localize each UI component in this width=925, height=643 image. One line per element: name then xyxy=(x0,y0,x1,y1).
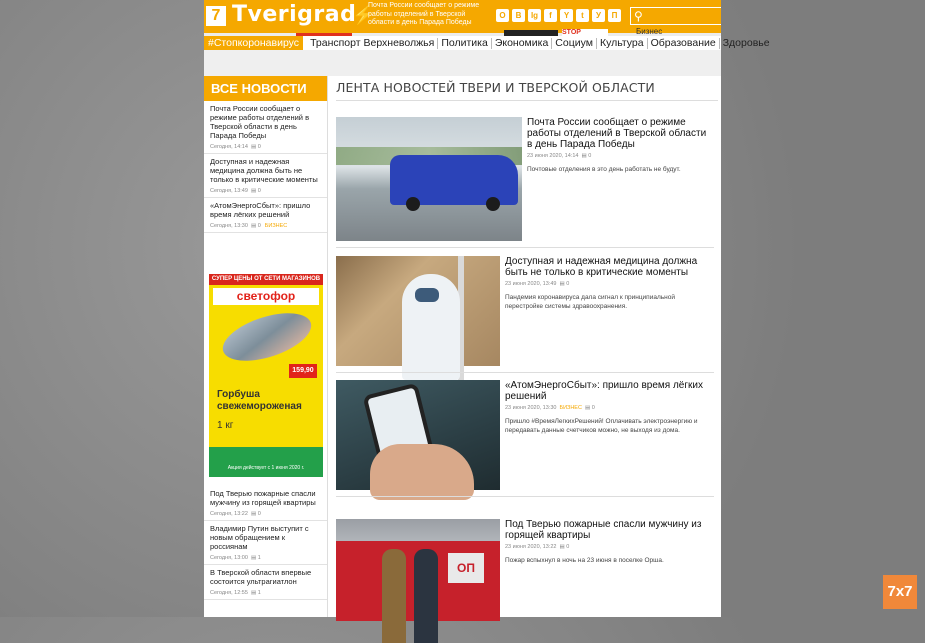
sidebar-lower-list xyxy=(204,486,327,600)
ok-icon[interactable]: О xyxy=(496,9,509,22)
list-item-title[interactable]: Почта России сообщает о режиме работы отделений в Тверской области в день Парада Победы xyxy=(210,104,310,140)
comment-icon: ▤ xyxy=(559,544,565,550)
search-icon[interactable]: ⚲ xyxy=(634,9,643,23)
article-meta xyxy=(505,281,714,287)
article-thumbnail[interactable] xyxy=(336,519,500,617)
comment-count: 0 xyxy=(591,405,595,411)
article-date: 23 июня 2020, 13:49 xyxy=(505,281,557,287)
item-time: Сегодня, 13:00 xyxy=(210,555,248,561)
instagram-icon[interactable]: Ig xyxy=(528,9,541,22)
list-item-title[interactable]: В Тверской области впервые состоится ультрагиатлон xyxy=(210,568,312,586)
article-date: 23 июня 2020, 13:22 xyxy=(505,544,557,550)
comment-icon: ▤ xyxy=(250,511,257,517)
comment-count: 0 xyxy=(257,511,261,517)
list-item-meta xyxy=(210,555,321,564)
ad-price: 159,90 xyxy=(289,364,317,378)
comment-icon: ▤ xyxy=(250,590,257,596)
comment-count: 1 xyxy=(257,555,261,561)
twitter-icon[interactable]: t xyxy=(576,9,589,22)
advert-banner[interactable] xyxy=(209,274,323,477)
list-item-meta xyxy=(210,511,321,520)
list-item[interactable] xyxy=(204,565,327,600)
hand-shape xyxy=(370,444,474,500)
list-item-meta xyxy=(210,188,321,197)
article-meta xyxy=(527,153,714,159)
main-nav xyxy=(204,36,770,50)
stop-label[interactable]: STOP xyxy=(562,29,608,36)
comment-icon: ▤ xyxy=(250,188,257,194)
article-card[interactable] xyxy=(336,519,714,617)
article-meta xyxy=(505,405,714,411)
article-body xyxy=(505,519,714,565)
item-time: Сегодня, 14:14 xyxy=(210,144,248,150)
nav-tag-coronavirus[interactable]: #Стопкоронавирус xyxy=(204,36,303,50)
article-lead: Почтовые отделения в это день работать не будут. xyxy=(527,166,681,173)
article-date: 23 июня 2020, 13:30 xyxy=(505,405,557,411)
comment-icon: ▤ xyxy=(559,281,565,287)
wheel-shape xyxy=(486,197,500,211)
article-body xyxy=(505,380,714,435)
comment-count: 1 xyxy=(257,590,261,596)
nav-item-education[interactable]: Образование xyxy=(648,38,720,49)
comment-count: 0 xyxy=(257,223,261,229)
ad-product: Горбуша свежемороженая xyxy=(217,389,302,412)
firefighter-shape xyxy=(382,549,406,643)
facebook-icon[interactable]: f xyxy=(544,9,557,22)
vk-icon[interactable]: В xyxy=(512,9,525,22)
article-card[interactable] xyxy=(336,256,714,366)
article-title[interactable]: Почта России сообщает о режиме работы отделений в Тверской области в день Парада Победы xyxy=(527,117,707,150)
article-card[interactable] xyxy=(336,117,714,241)
list-item-title[interactable]: Доступная и надежная медицина должна быть не только в критические моменты xyxy=(210,157,318,184)
ad-footnote: Акция действует с 1 июня 2020 г. xyxy=(209,447,323,477)
breaking-ticker[interactable]: Почта России сообщает о режиме работы отделений в Тверской области в день Парада Победы xyxy=(368,2,480,26)
telegram-icon[interactable]: У xyxy=(592,9,605,22)
article-thumbnail[interactable] xyxy=(336,256,500,366)
truck-label: ОП xyxy=(448,553,484,583)
list-item[interactable] xyxy=(204,521,327,565)
news-feed xyxy=(328,76,721,617)
article-meta xyxy=(505,544,714,550)
nav-item-politics[interactable]: Политика xyxy=(438,38,492,49)
logo-mark[interactable]: 7 xyxy=(206,6,226,26)
comment-icon: ▤ xyxy=(250,144,257,150)
item-time: Сегодня, 13:49 xyxy=(210,188,248,194)
article-date: 23 июня 2020, 14:14 xyxy=(527,153,579,159)
list-item[interactable] xyxy=(204,198,327,233)
divider xyxy=(336,247,714,248)
comment-icon: ▤ xyxy=(250,555,257,561)
list-item-meta xyxy=(210,590,321,599)
pinterest-icon[interactable]: П xyxy=(608,9,621,22)
logo-text[interactable]: Tverigrad xyxy=(232,2,357,27)
page-title: ЛЕНТА НОВОСТЕЙ ТВЕРИ И ТВЕРСКОЙ ОБЛАСТИ xyxy=(336,80,655,95)
list-item[interactable] xyxy=(204,486,327,521)
divider xyxy=(336,100,718,101)
comment-count: 0 xyxy=(257,144,261,150)
comment-count: 0 xyxy=(566,544,570,550)
article-body xyxy=(505,256,714,311)
list-item-meta xyxy=(210,144,321,153)
item-time: Сегодня, 13:22 xyxy=(210,511,248,517)
search-input[interactable] xyxy=(630,7,721,25)
comment-count: 0 xyxy=(566,281,570,287)
article-lead: Пандемия коронавируса дала сигнал к принципиальной перестройке системы здравоохранения. xyxy=(505,294,675,310)
sidebar-heading[interactable]: ВСЕ НОВОСТИ xyxy=(204,76,327,101)
comment-count: 0 xyxy=(588,153,592,159)
article-title[interactable]: «АтомЭнергоСбыт»: пришло время лёгких решений xyxy=(505,380,703,402)
nav-item-economy[interactable]: Экономика xyxy=(492,38,552,49)
fish-image xyxy=(217,304,317,370)
ad-brand: светофор xyxy=(213,288,319,305)
business-tag: БИЗНЕС xyxy=(559,405,582,411)
list-item[interactable] xyxy=(204,154,327,198)
article-card[interactable] xyxy=(336,380,714,490)
nav-item-culture[interactable]: Культура xyxy=(597,38,648,49)
article-title[interactable]: Под Тверью пожарные спасли мужчину из горящей квартиры xyxy=(505,519,702,541)
visor-shape xyxy=(415,288,439,302)
all-news-sidebar xyxy=(204,76,328,617)
ad-headline: СУПЕР ЦЕНЫ ОТ СЕТИ МАГАЗИНОВ xyxy=(209,274,323,285)
lightning-icon: ⚡ xyxy=(352,5,375,25)
comment-icon: ▤ xyxy=(250,223,257,229)
news-page xyxy=(204,0,770,617)
youtube-icon[interactable]: Y xyxy=(560,9,573,22)
nav-item-health[interactable]: Здоровье xyxy=(722,36,770,49)
business-label[interactable]: Бизнес xyxy=(636,27,663,36)
rescuer-shape xyxy=(414,549,438,643)
divider xyxy=(336,496,714,497)
list-item-title[interactable]: Владимир Путин выступит с новым обращением к россиянам xyxy=(210,524,309,551)
social-links xyxy=(496,9,621,22)
list-item-title[interactable]: Под Тверью пожарные спасли мужчину из горящей квартиры xyxy=(210,489,316,507)
watermark-logo: 7x7 xyxy=(883,575,917,609)
article-thumbnail[interactable] xyxy=(336,380,500,490)
article-lead: Пожар вспыхнул в ночь на 23 июня в поселке Орша. xyxy=(505,557,664,564)
comment-count: 0 xyxy=(257,188,261,194)
business-tag: БИЗНЕС xyxy=(264,223,288,229)
list-item-meta xyxy=(210,223,321,232)
nav-item-society[interactable]: Социум xyxy=(552,38,597,49)
list-item[interactable] xyxy=(204,101,327,154)
list-item-title[interactable]: «АтомЭнергоСбыт»: пришло время лёгких решений xyxy=(210,201,311,219)
article-lead: Пришло #ВремяЛегкихРешений! Оплачивать электроэнергию и передавать данные счетчиков можно, не выходя из дома. xyxy=(505,418,698,434)
article-thumbnail[interactable] xyxy=(336,117,522,241)
ad-weight: 1 кг xyxy=(217,420,234,431)
article-body xyxy=(527,117,714,174)
comment-icon: ▤ xyxy=(581,153,587,159)
item-time: Сегодня, 13:30 xyxy=(210,223,248,229)
divider xyxy=(336,372,714,373)
item-time: Сегодня, 12:55 xyxy=(210,590,248,596)
article-title[interactable]: Доступная и надежная медицина должна быть не только в критические моменты xyxy=(505,256,698,278)
banner-area xyxy=(204,50,721,76)
wheel-shape xyxy=(406,197,420,211)
comment-icon: ▤ xyxy=(584,405,591,411)
nav-item-transport[interactable]: Транспорт Верхневолжья xyxy=(307,38,438,49)
